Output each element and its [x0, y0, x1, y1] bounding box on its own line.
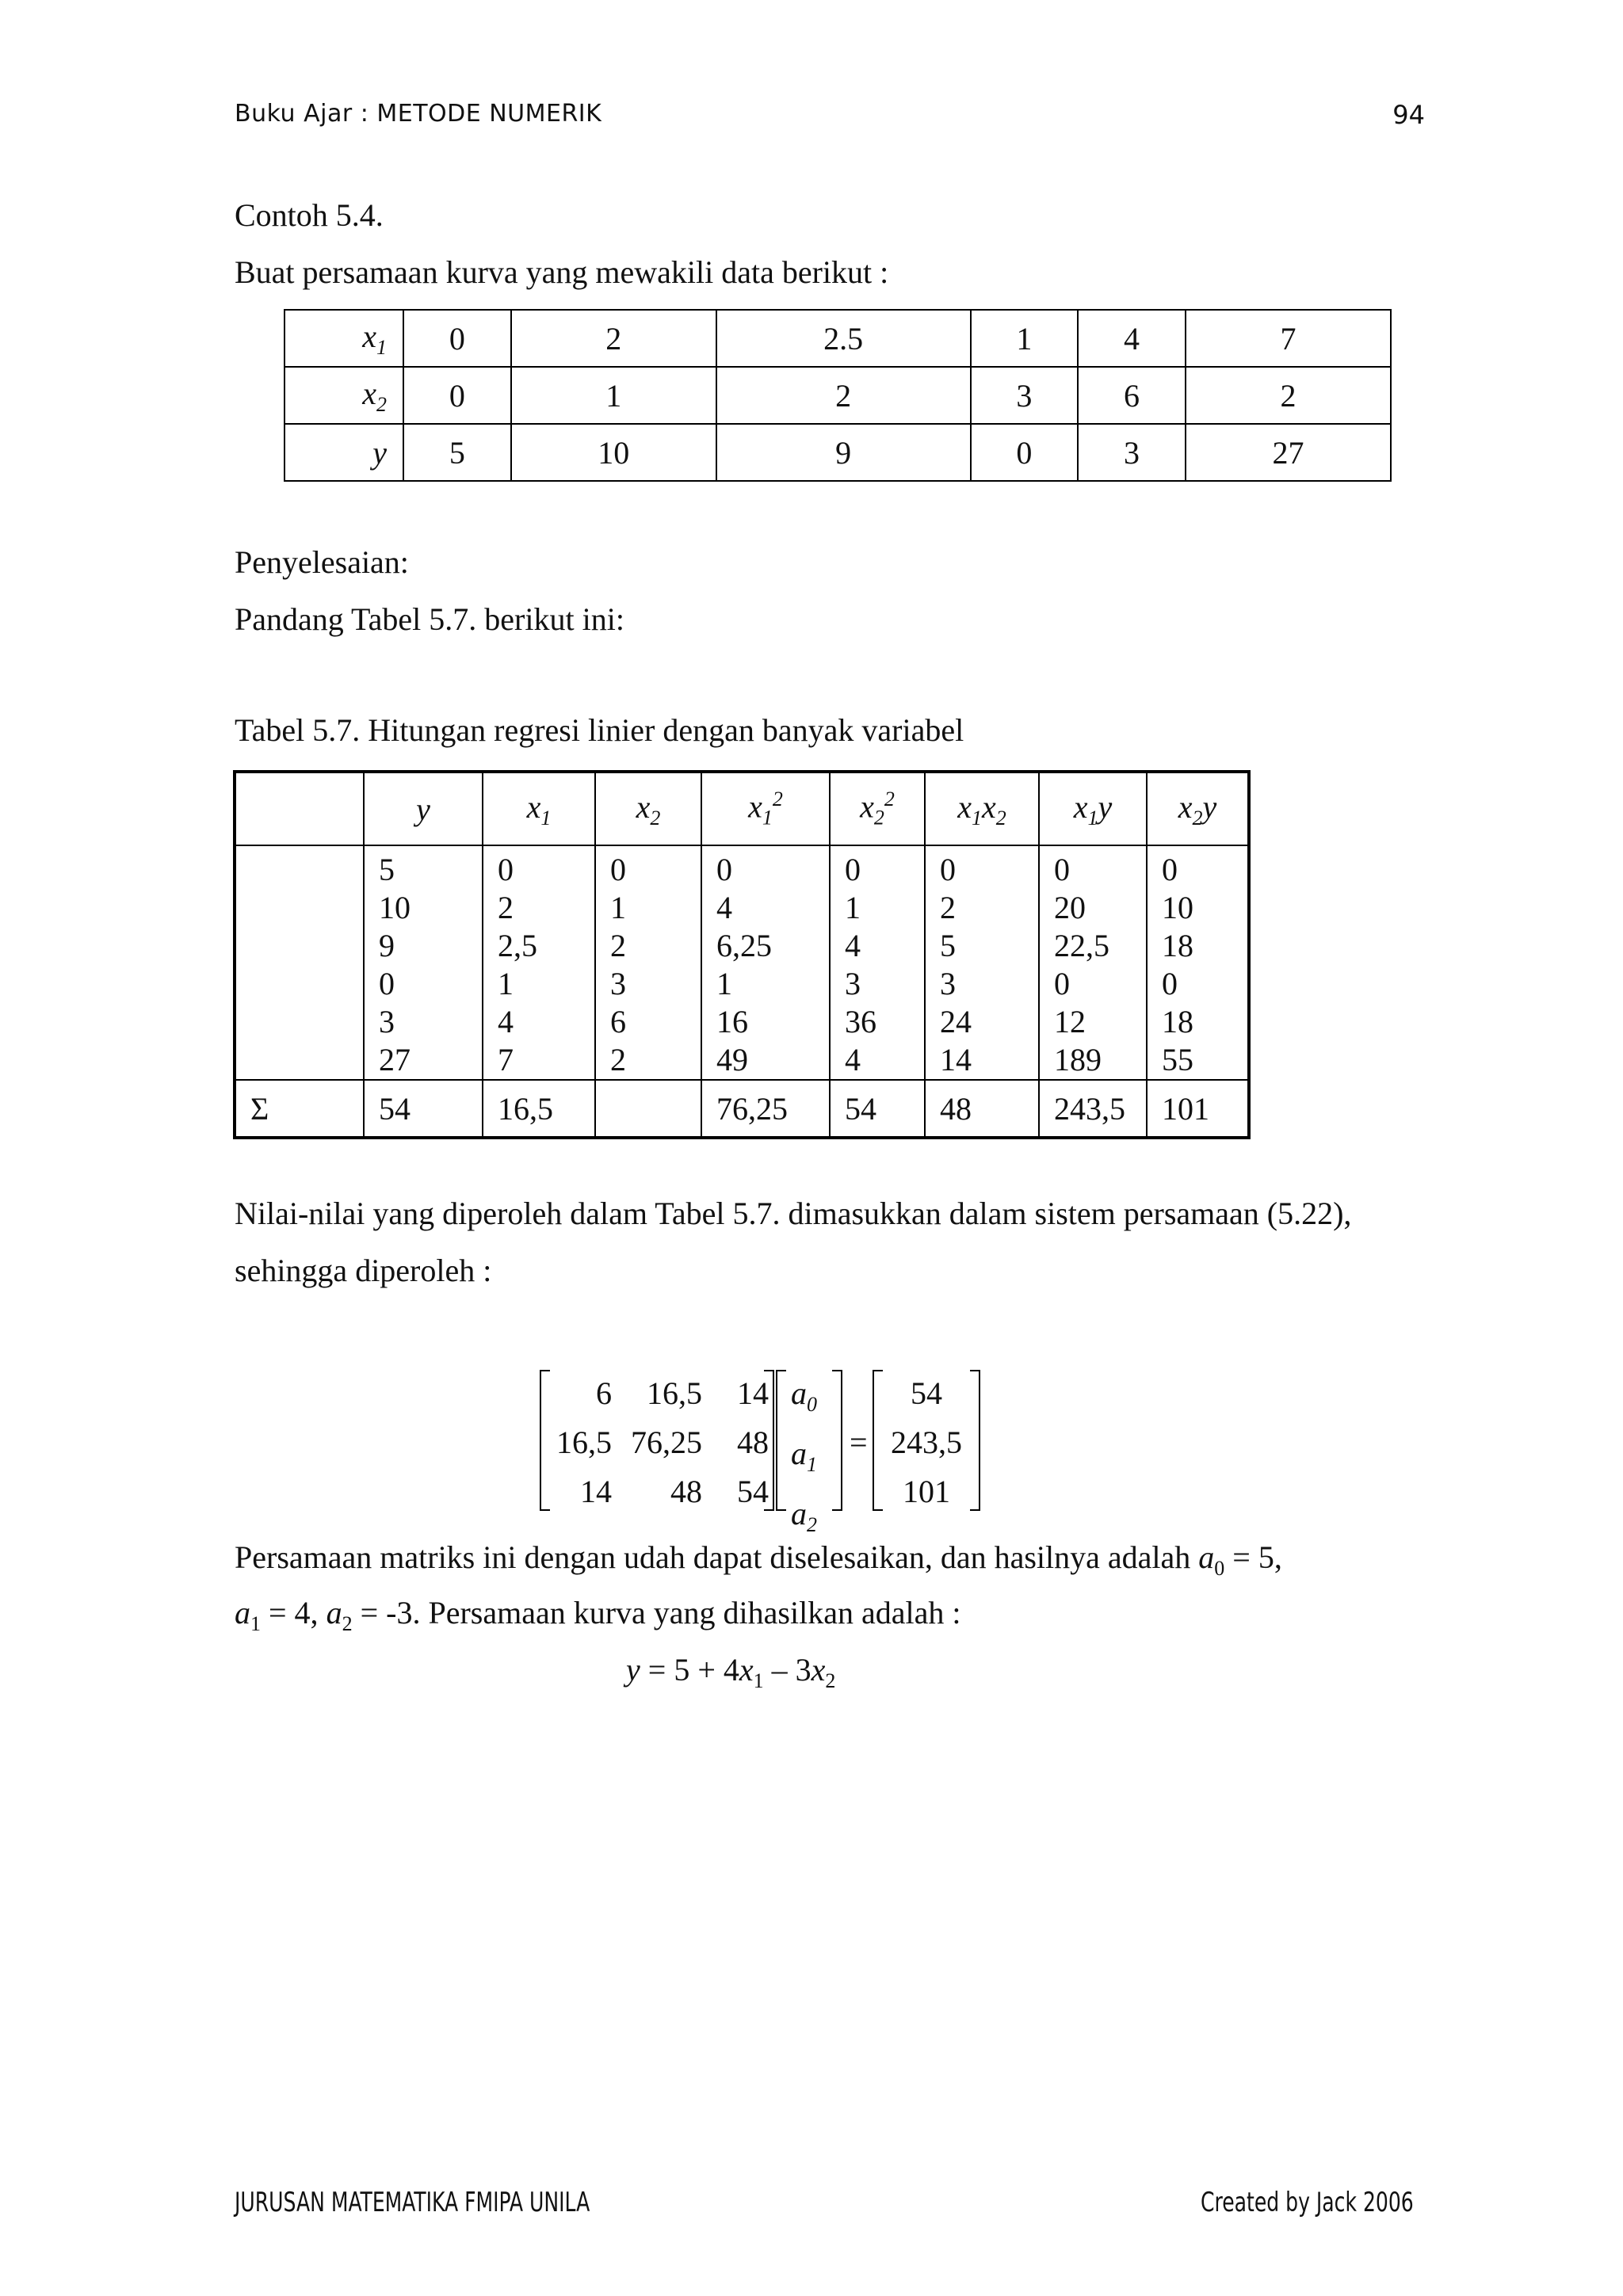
col-header-x1y: $x_1y$ [1039, 772, 1147, 845]
regression-table [233, 770, 1251, 1139]
table-cell: 5 [403, 424, 511, 481]
col-values-x1: 0 2 2,5 1 4 7 [483, 845, 595, 1080]
col-header-x1x2: $x_1x_2$ [925, 772, 1039, 845]
page-number: 94 [1392, 100, 1425, 130]
col-header-x2sq: $x_2^2$ [830, 772, 925, 845]
coefficient-matrix: 6 16,5 14 16,5 76,25 48 14 48 54 [556, 1375, 769, 1509]
sum-cell [595, 1080, 701, 1138]
table-cell: 27 [1186, 424, 1391, 481]
table-cell: 3 [971, 367, 1079, 424]
table-cell: 7 [1186, 310, 1391, 367]
sum-cell: 101 [1147, 1080, 1249, 1138]
col-values-x2: 0 1 2 3 6 2 [595, 845, 701, 1080]
paragraph-line: Nilai-nilai yang diperoleh dalam Tabel 5.7. dimasukkan dalam sistem persamaan (5.22), [235, 1196, 1352, 1231]
matrix-equation [539, 1369, 983, 1536]
table-header-row [235, 772, 1249, 845]
col-values-x2sq: 0 1 4 3 36 4 [830, 845, 925, 1080]
data-table [284, 309, 1392, 482]
sum-row [235, 1080, 1249, 1138]
final-equation: $y = 5 + 4x_1 - 3x_2$ [626, 1652, 836, 1692]
see-table-text: Pandang Tabel 5.7. berikut ini: [235, 601, 624, 637]
table-cell: 2 [511, 310, 716, 367]
header-title: Buku Ajar : METODE NUMERIK [235, 100, 602, 128]
row-label: $x_2$ [285, 367, 403, 424]
empty-cell [235, 845, 364, 1080]
col-values-x1sq: 0 4 6,25 1 16 49 [701, 845, 830, 1080]
sum-cell: 243,5 [1039, 1080, 1147, 1138]
table-cell: 6 [1078, 367, 1186, 424]
table-cell: 0 [971, 424, 1079, 481]
col-header-y: y [364, 772, 483, 845]
table-cell: 2.5 [716, 310, 971, 367]
paragraph-line: sehingga diperoleh : [235, 1253, 492, 1288]
table-cell: 10 [511, 424, 716, 481]
table-row [285, 310, 1391, 367]
table-row [235, 845, 1249, 1080]
sum-cell: 48 [925, 1080, 1039, 1138]
col-header-x1: $x_1$ [483, 772, 595, 845]
paragraph-line: Persamaan matriks ini dengan udah dapat diselesaikan, dan hasilnya adalah $a_0 = 5$, [235, 1539, 1282, 1580]
table-cell: 2 [1186, 367, 1391, 424]
table-cell: 3 [1078, 424, 1186, 481]
table-caption: Tabel 5.7. Hitungan regresi linier dengan banyak variabel [235, 712, 964, 748]
example-title: Contoh 5.4. [235, 197, 384, 233]
example-instruction: Buat persamaan kurva yang mewakili data berikut : [235, 254, 889, 290]
col-header-x1sq: $x_1^2$ [701, 772, 830, 845]
col-header-x2: $x_2$ [595, 772, 701, 845]
sum-cell: 54 [364, 1080, 483, 1138]
table-cell: 0 [403, 367, 511, 424]
footer-left: JURUSAN MATEMATIKA FMIPA UNILA [235, 2187, 590, 2218]
col-values-x1y: 0 20 22,5 0 12 189 [1039, 845, 1147, 1080]
sum-cell: 54 [830, 1080, 925, 1138]
row-label: y [285, 424, 403, 481]
col-values-y: 5 10 9 0 3 27 [364, 845, 483, 1080]
table-row [285, 424, 1391, 481]
rhs-vector: 54 243,5 101 [891, 1375, 962, 1509]
sum-cell: 76,25 [701, 1080, 830, 1138]
col-header-x2y: $x_2y$ [1147, 772, 1249, 845]
sum-symbol: Σ [235, 1080, 364, 1138]
col-values-x1x2: 0 2 5 3 24 14 [925, 845, 1039, 1080]
table-cell: 0 [403, 310, 511, 367]
unknown-vector: $a_0$ $a_1$ $a_2$ [791, 1375, 817, 1536]
table-cell: 2 [716, 367, 971, 424]
sum-cell: 16,5 [483, 1080, 595, 1138]
footer-right: Created by Jack 2006 [1201, 2187, 1414, 2218]
table-cell: 1 [511, 367, 716, 424]
paragraph-line: $a_1 = 4$, $a_2 = -3$. Persamaan kurva yang dihasilkan adalah : [235, 1595, 961, 1635]
table-row [285, 367, 1391, 424]
solution-label: Penyelesaian: [235, 544, 409, 580]
table-cell: 4 [1078, 310, 1186, 367]
col-values-x2y: 0 10 18 0 18 55 [1147, 845, 1249, 1080]
table-cell: 9 [716, 424, 971, 481]
table-cell: 1 [971, 310, 1079, 367]
row-label: $x_1$ [285, 310, 403, 367]
empty-header [235, 772, 364, 845]
equals-sign: = [850, 1425, 868, 1460]
